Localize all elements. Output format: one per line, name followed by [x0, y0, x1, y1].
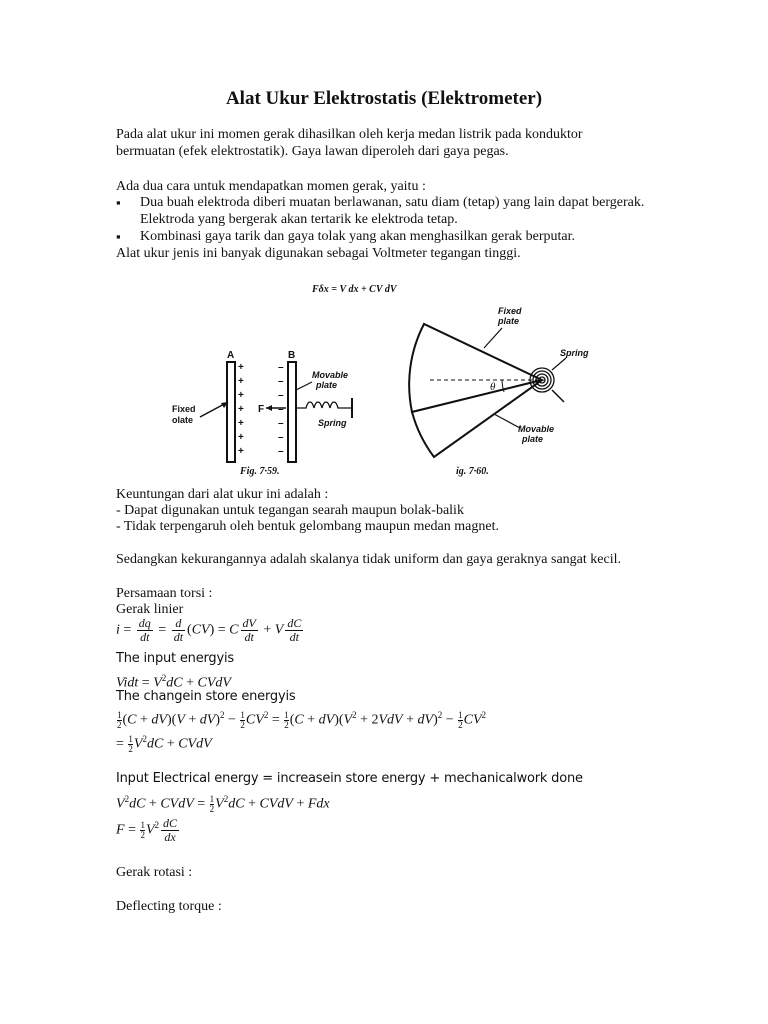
change-energy-label: The changein store energyis — [116, 689, 296, 704]
current-equation: i = $\frac{dq}{dt}$ = $\frac{d}{dt}$ (CV) = C $\frac{dV}{dt}$ + V $\frac{dC}{dt}$ — [116, 616, 302, 644]
figure-top-text: Fδx = V dx + CV dV — [312, 284, 397, 295]
advantages-heading: Keuntungan dari alat ukur ini adalah : — [116, 487, 329, 502]
svg-text:–: – — [278, 376, 284, 387]
intro-line-2: bermuatan (efek elektrostatik). Gaya lawan diperoleh dari gaya pegas. — [116, 144, 509, 159]
plate-a-label: A — [227, 350, 235, 361]
fig-59-caption: Fig. 7·59. — [240, 466, 280, 477]
fixed-plate-label-r2: plate — [498, 316, 520, 326]
svg-text:–: – — [278, 446, 284, 457]
fixed-plate-label-l2: olate — [172, 415, 194, 425]
list-item: ▪ Dua buah elektroda diberi muatan berlawanan, satu diam (tetap) yang lain dapat bergerak. Elektroda yang bergerak akan tertarik ke elektroda tetap. — [116, 194, 676, 228]
svg-text:–: – — [278, 404, 284, 415]
svg-text:+: + — [238, 418, 244, 429]
torque-heading: Persamaan torsi : — [116, 586, 213, 601]
movable-plate-label-r2: plate — [522, 434, 544, 444]
svg-text:+: + — [238, 432, 244, 443]
methods-intro: Ada dua cara untuk mendapatkan momen gerak, yaitu : — [116, 179, 426, 194]
deflecting-torque-label: Deflecting torque : — [116, 899, 222, 914]
positive-charges — [238, 362, 244, 457]
energy-balance-equation: $V^2dC$ + CVdV = $\frac{1}{2}V^2dC$ + CVdV + Fdx — [116, 793, 330, 814]
linear-motion-label: Gerak linier — [116, 602, 184, 617]
svg-text:+: + — [238, 390, 244, 401]
svg-text:+: + — [238, 376, 244, 387]
spring-label: Spring — [318, 418, 347, 428]
plate-b-label: B — [288, 350, 296, 361]
svg-text:–: – — [278, 362, 284, 373]
negative-charges — [278, 362, 284, 457]
svg-text:+: + — [238, 404, 244, 415]
intro-line-1: Pada alat ukur ini momen gerak dihasilkan oleh kerja medan listrik pada konduktor — [116, 127, 583, 142]
svg-text:+: + — [238, 362, 244, 373]
page-title: Alat Ukur Elektrostatis (Elektrometer) — [225, 88, 543, 109]
electrometer-figure — [172, 284, 600, 480]
fixed-plate-a — [227, 362, 235, 462]
intro-paragraph — [116, 126, 676, 160]
fig-60-caption: ig. 7·60. — [456, 466, 489, 477]
usage-note: Alat ukur jenis ini banyak digunakan sebagai Voltmeter tegangan tinggi. — [116, 246, 521, 261]
svg-text:+: + — [238, 446, 244, 457]
svg-text:–: – — [278, 418, 284, 429]
spring-label-right: Spring — [560, 348, 589, 358]
disadvantage-text: Sedangkan kekurangannya adalah skalanya tidak uniform dan gaya geraknya sangat kecil. — [116, 552, 621, 567]
rotational-motion-label: Gerak rotasi : — [116, 865, 193, 880]
input-energy-label: The input energyis — [116, 651, 234, 666]
movable-plate-b — [288, 362, 296, 462]
movable-plate-label-r1: Movable — [518, 424, 555, 434]
movable-plate-label-l2: plate — [316, 380, 338, 390]
fixed-plate-label-r1: Fixed — [498, 306, 522, 316]
theta-label: θ — [490, 381, 496, 393]
list-item: ▪ Kombinasi gaya tarik dan gaya tolak yang akan menghasilkan gerak berputar. — [116, 228, 676, 245]
energy-balance-label: Input Electrical energy = increasein store energy + mechanicalwork done — [116, 771, 583, 786]
movable-plate-label-l1: Movable — [312, 370, 349, 380]
methods-list — [116, 194, 676, 245]
electrometer-diagram — [172, 284, 600, 480]
stored-energy-result: = $\frac{1}{2}V^2dC$ + CVdV — [116, 733, 212, 754]
force-equation: F = $\frac{1}{2}V^2$ $\frac{dC}{dx}$ — [116, 816, 178, 844]
svg-text:–: – — [278, 432, 284, 443]
input-energy-equation: Vidt = $V^2dC$ + CVdV — [116, 673, 231, 691]
list-item: - Dapat digunakan untuk tegangan searah maupun bolak-balik — [116, 503, 464, 518]
fixed-plate-label-l1: Fixed — [172, 404, 196, 414]
force-label: F — [258, 404, 265, 415]
svg-text:–: – — [278, 390, 284, 401]
list-item: - Tidak terpengaruh oleh bentuk gelombang maupun medan magnet. — [116, 519, 499, 534]
stored-energy-equation: $\frac{1}{2}(C + dV)(V + dV)^2$ − $\frac{1}{2}CV^2$ = $\frac{1}{2}(C + dV)(V^2 + 2VdV + dV)^2$ − $\frac{1}{2}CV^2$ — [117, 709, 487, 730]
